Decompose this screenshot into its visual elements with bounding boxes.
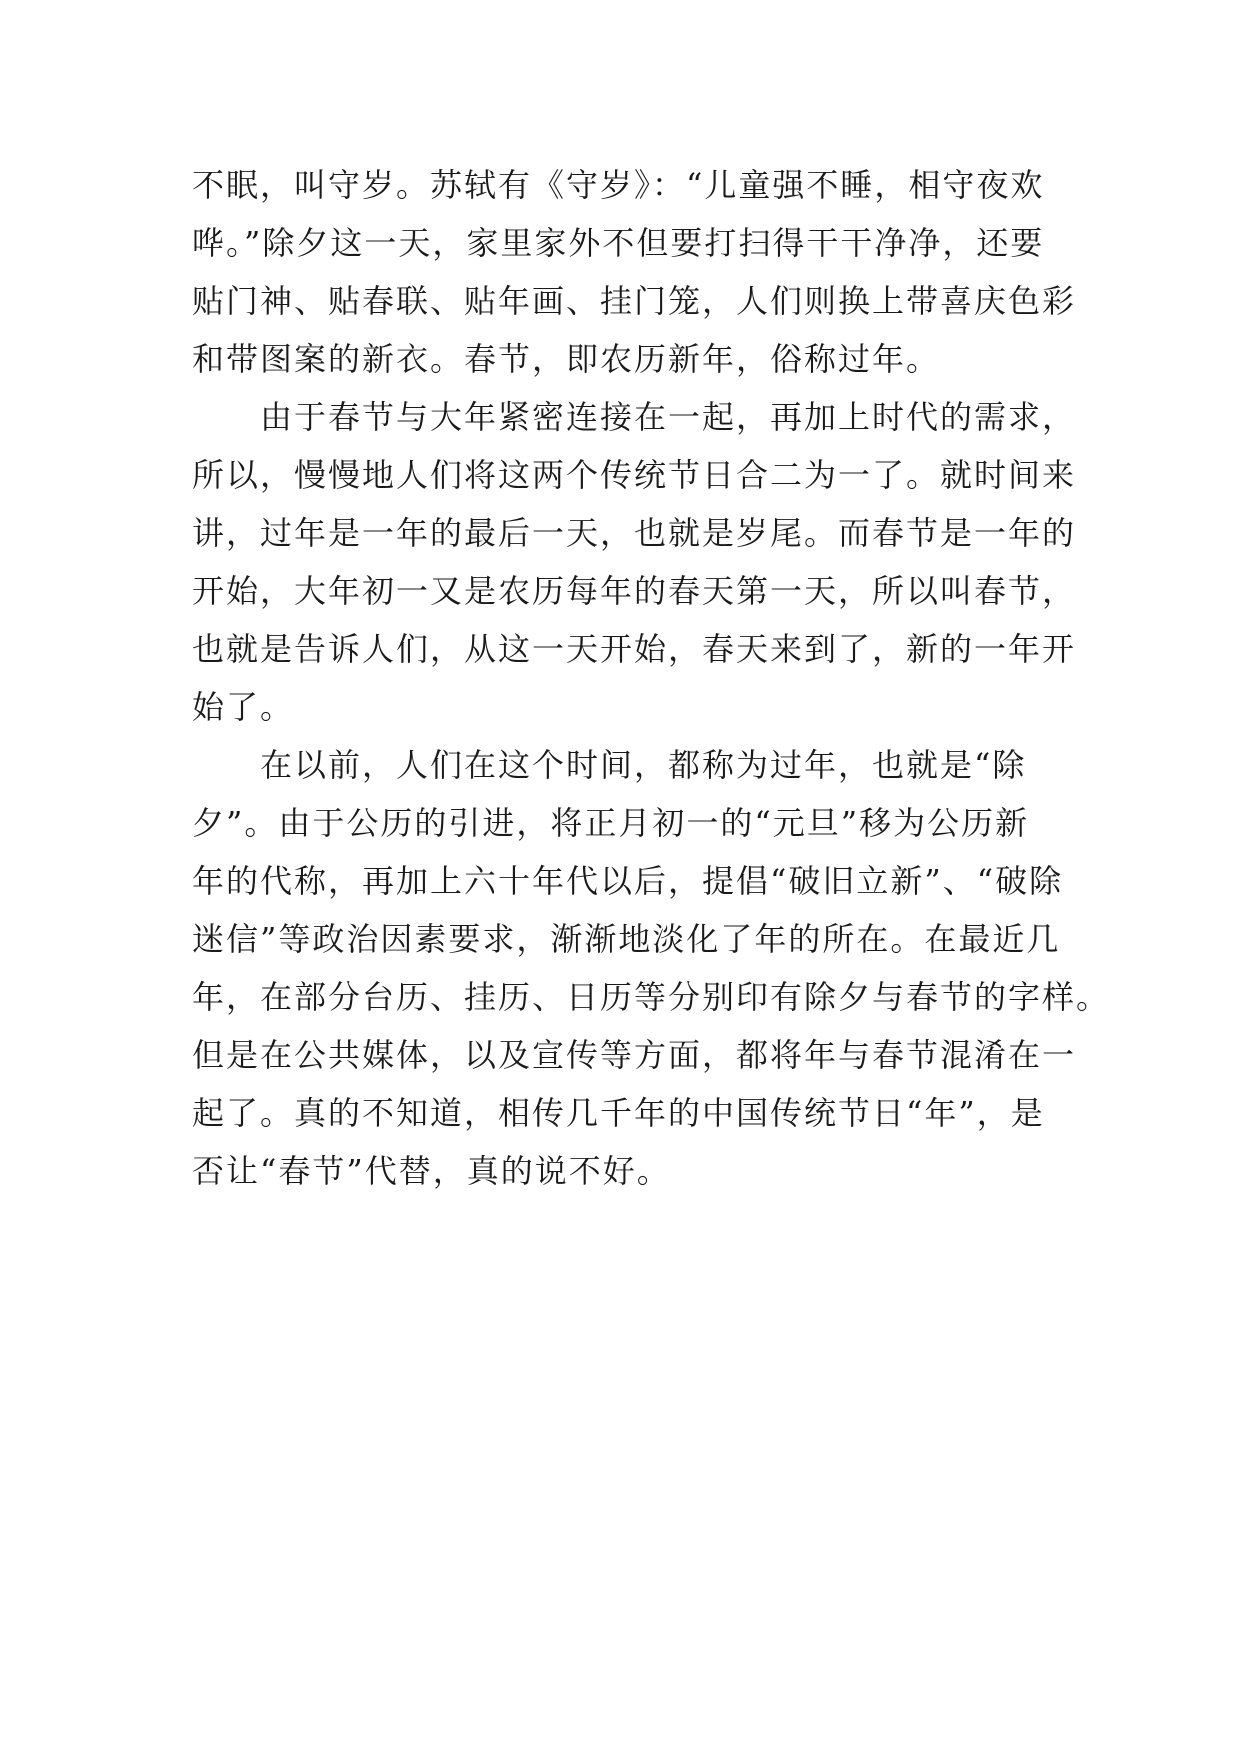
text-line: 由于春节与大年紧密连接在一起，再加上时代的需求， xyxy=(260,398,1077,436)
text-line: 但是在公共媒体，以及宣传等方面，都将年与春节混淆在一 xyxy=(192,1036,1077,1074)
text-line: 开始，大年初一又是农历每年的春天第一天，所以叫春节， xyxy=(192,572,1077,610)
text-line: 和带图案的新衣。春节，即农历新年，俗称过年。 xyxy=(192,340,941,378)
text-line: 也就是告诉人们，从这一天开始，春天来到了，新的一年开 xyxy=(192,630,1077,668)
text-line: 贴门神、贴春联、贴年画、挂门笼，人们则换上带喜庆色彩 xyxy=(192,282,1077,320)
paragraph-2 xyxy=(192,388,1077,736)
text-line: 年的代称，再加上六十年代以后，提倡“破旧立新”、“破除 xyxy=(192,862,1064,900)
text-line: 所以，慢慢地人们将这两个传统节日合二为一了。就时间来 xyxy=(192,456,1077,494)
document-body xyxy=(192,156,1111,1200)
text-line: 否让“春节”代替，真的说不好。 xyxy=(192,1152,671,1190)
text-line: 夕”。由于公历的引进，将正月初一的“元旦”移为公历新 xyxy=(192,804,1030,842)
text-line: 年，在部分台历、挂历、日历等分别印有除夕与春节的字样。 xyxy=(192,978,1111,1016)
text-line: 起了。真的不知道，相传几千年的中国传统节日“年”，是 xyxy=(192,1094,1045,1132)
text-line: 始了。 xyxy=(192,688,295,726)
text-line: 在以前，人们在这个时间，都称为过年，也就是“除 xyxy=(260,746,1027,784)
text-line: 迷信”等政治因素要求，渐渐地淡化了年的所在。在最近几 xyxy=(192,920,1061,958)
paragraph-1 xyxy=(192,156,1077,388)
text-line: 讲，过年是一年的最后一天，也就是岁尾。而春节是一年的 xyxy=(192,514,1077,552)
text-line: 哗。”除夕这一天，家里家外不但要打扫得干干净净，还要 xyxy=(192,224,1045,262)
paragraph-3 xyxy=(192,736,1111,1200)
text-line: 不眠，叫守岁。苏轼有《守岁》：“儿童强不睡，相守夜欢 xyxy=(192,166,1045,204)
